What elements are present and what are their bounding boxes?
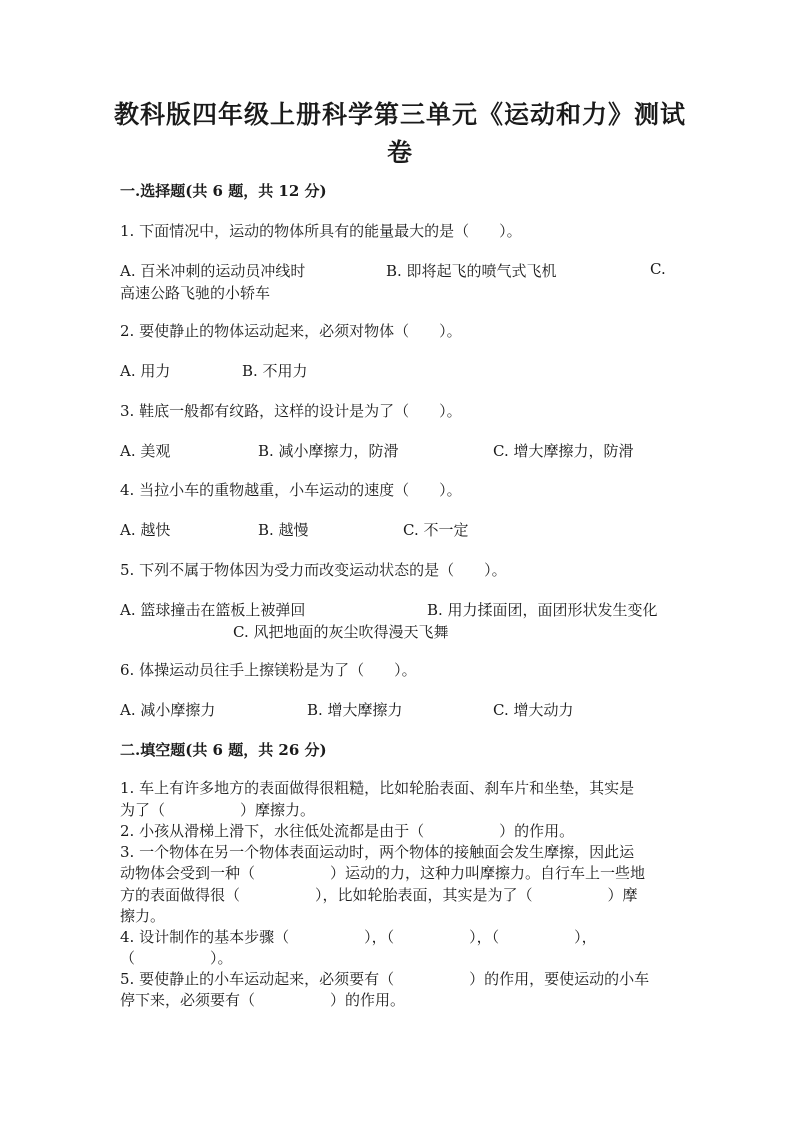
option-1c-text: 高速公路飞驰的小轿车: [120, 284, 271, 302]
option-6c: C. 增大动力: [493, 701, 574, 719]
fill-line-7: 擦力。: [120, 907, 166, 925]
section-heading-choice: 一.选择题(共 6 题，共 12 分): [120, 182, 327, 200]
option-1a: A. 百米冲刺的运动员冲线时: [120, 262, 306, 280]
option-1c-label: C.: [650, 260, 666, 278]
fill-line-5: 动物体会受到一种（ ）运动的力，这种力叫摩擦力。自行车上一些地: [120, 864, 646, 882]
fill-line-8: 4. 设计制作的基本步骤（ ），（ ），（ ），: [120, 928, 597, 946]
fill-line-6: 方的表面做得很（ ），比如轮胎表面，其实是为了（ ）摩: [120, 886, 638, 904]
question-stem-5: 5. 下列不属于物体因为受力而改变运动状态的是（ ）。: [120, 561, 507, 579]
fill-line-2: 为了（ ）摩擦力。: [120, 801, 316, 819]
option-5a: A. 篮球撞击在篮板上被弹回: [120, 601, 306, 619]
option-3b: B. 减小摩擦力，防滑: [258, 442, 399, 460]
option-4a: A. 越快: [120, 521, 171, 539]
question-stem-3: 3. 鞋底一般都有纹路，这样的设计是为了（ ）。: [120, 402, 462, 420]
page-title: [110, 96, 690, 172]
option-3c: C. 增大摩擦力，防滑: [493, 442, 634, 460]
fill-line-11: 停下来，必须要有（ ）的作用。: [120, 991, 406, 1009]
option-2b: B. 不用力: [242, 362, 308, 380]
fill-line-10: 5. 要使静止的小车运动起来，必须要有（ ）的作用，要使运动的小车: [120, 970, 650, 988]
question-stem-1: 1. 下面情况中，运动的物体所具有的能量最大的是（ ）。: [120, 222, 522, 240]
option-6a: A. 减小摩擦力: [120, 701, 216, 719]
fill-line-1: 1. 车上有许多地方的表面做得很粗糙，比如轮胎表面、刹车片和坐垫，其实是: [120, 779, 635, 797]
title-line-1: 教科版四年级上册科学第三单元《运动和力》测试: [113, 100, 686, 129]
fill-line-3: 2. 小孩从滑梯上滑下，水往低处流都是由于（ ）的作用。: [120, 822, 575, 840]
title-line-2: 卷: [386, 138, 413, 167]
section-heading-fill: 二.填空题(共 6 题，共 26 分): [120, 741, 327, 759]
option-4c: C. 不一定: [403, 521, 469, 539]
option-4b: B. 越慢: [258, 521, 309, 539]
fill-line-9: （ ）。: [120, 949, 233, 967]
option-1b: B. 即将起飞的喷气式飞机: [386, 262, 557, 280]
fill-line-4: 3. 一个物体在另一个物体表面运动时，两个物体的接触面会发生摩擦，因此运: [120, 843, 635, 861]
option-2a: A. 用力: [120, 362, 171, 380]
question-stem-2: 2. 要使静止的物体运动起来，必须对物体（ ）。: [120, 322, 462, 340]
question-stem-4: 4. 当拉小车的重物越重，小车运动的速度（ ）。: [120, 481, 462, 499]
question-stem-6: 6. 体操运动员往手上擦镁粉是为了（ ）。: [120, 661, 417, 679]
option-3a: A. 美观: [120, 442, 171, 460]
option-6b: B. 增大摩擦力: [307, 701, 403, 719]
option-5c: C. 风把地面的灰尘吹得漫天飞舞: [233, 623, 449, 641]
option-5b: B. 用力揉面团，面团形状发生变化: [427, 601, 658, 619]
